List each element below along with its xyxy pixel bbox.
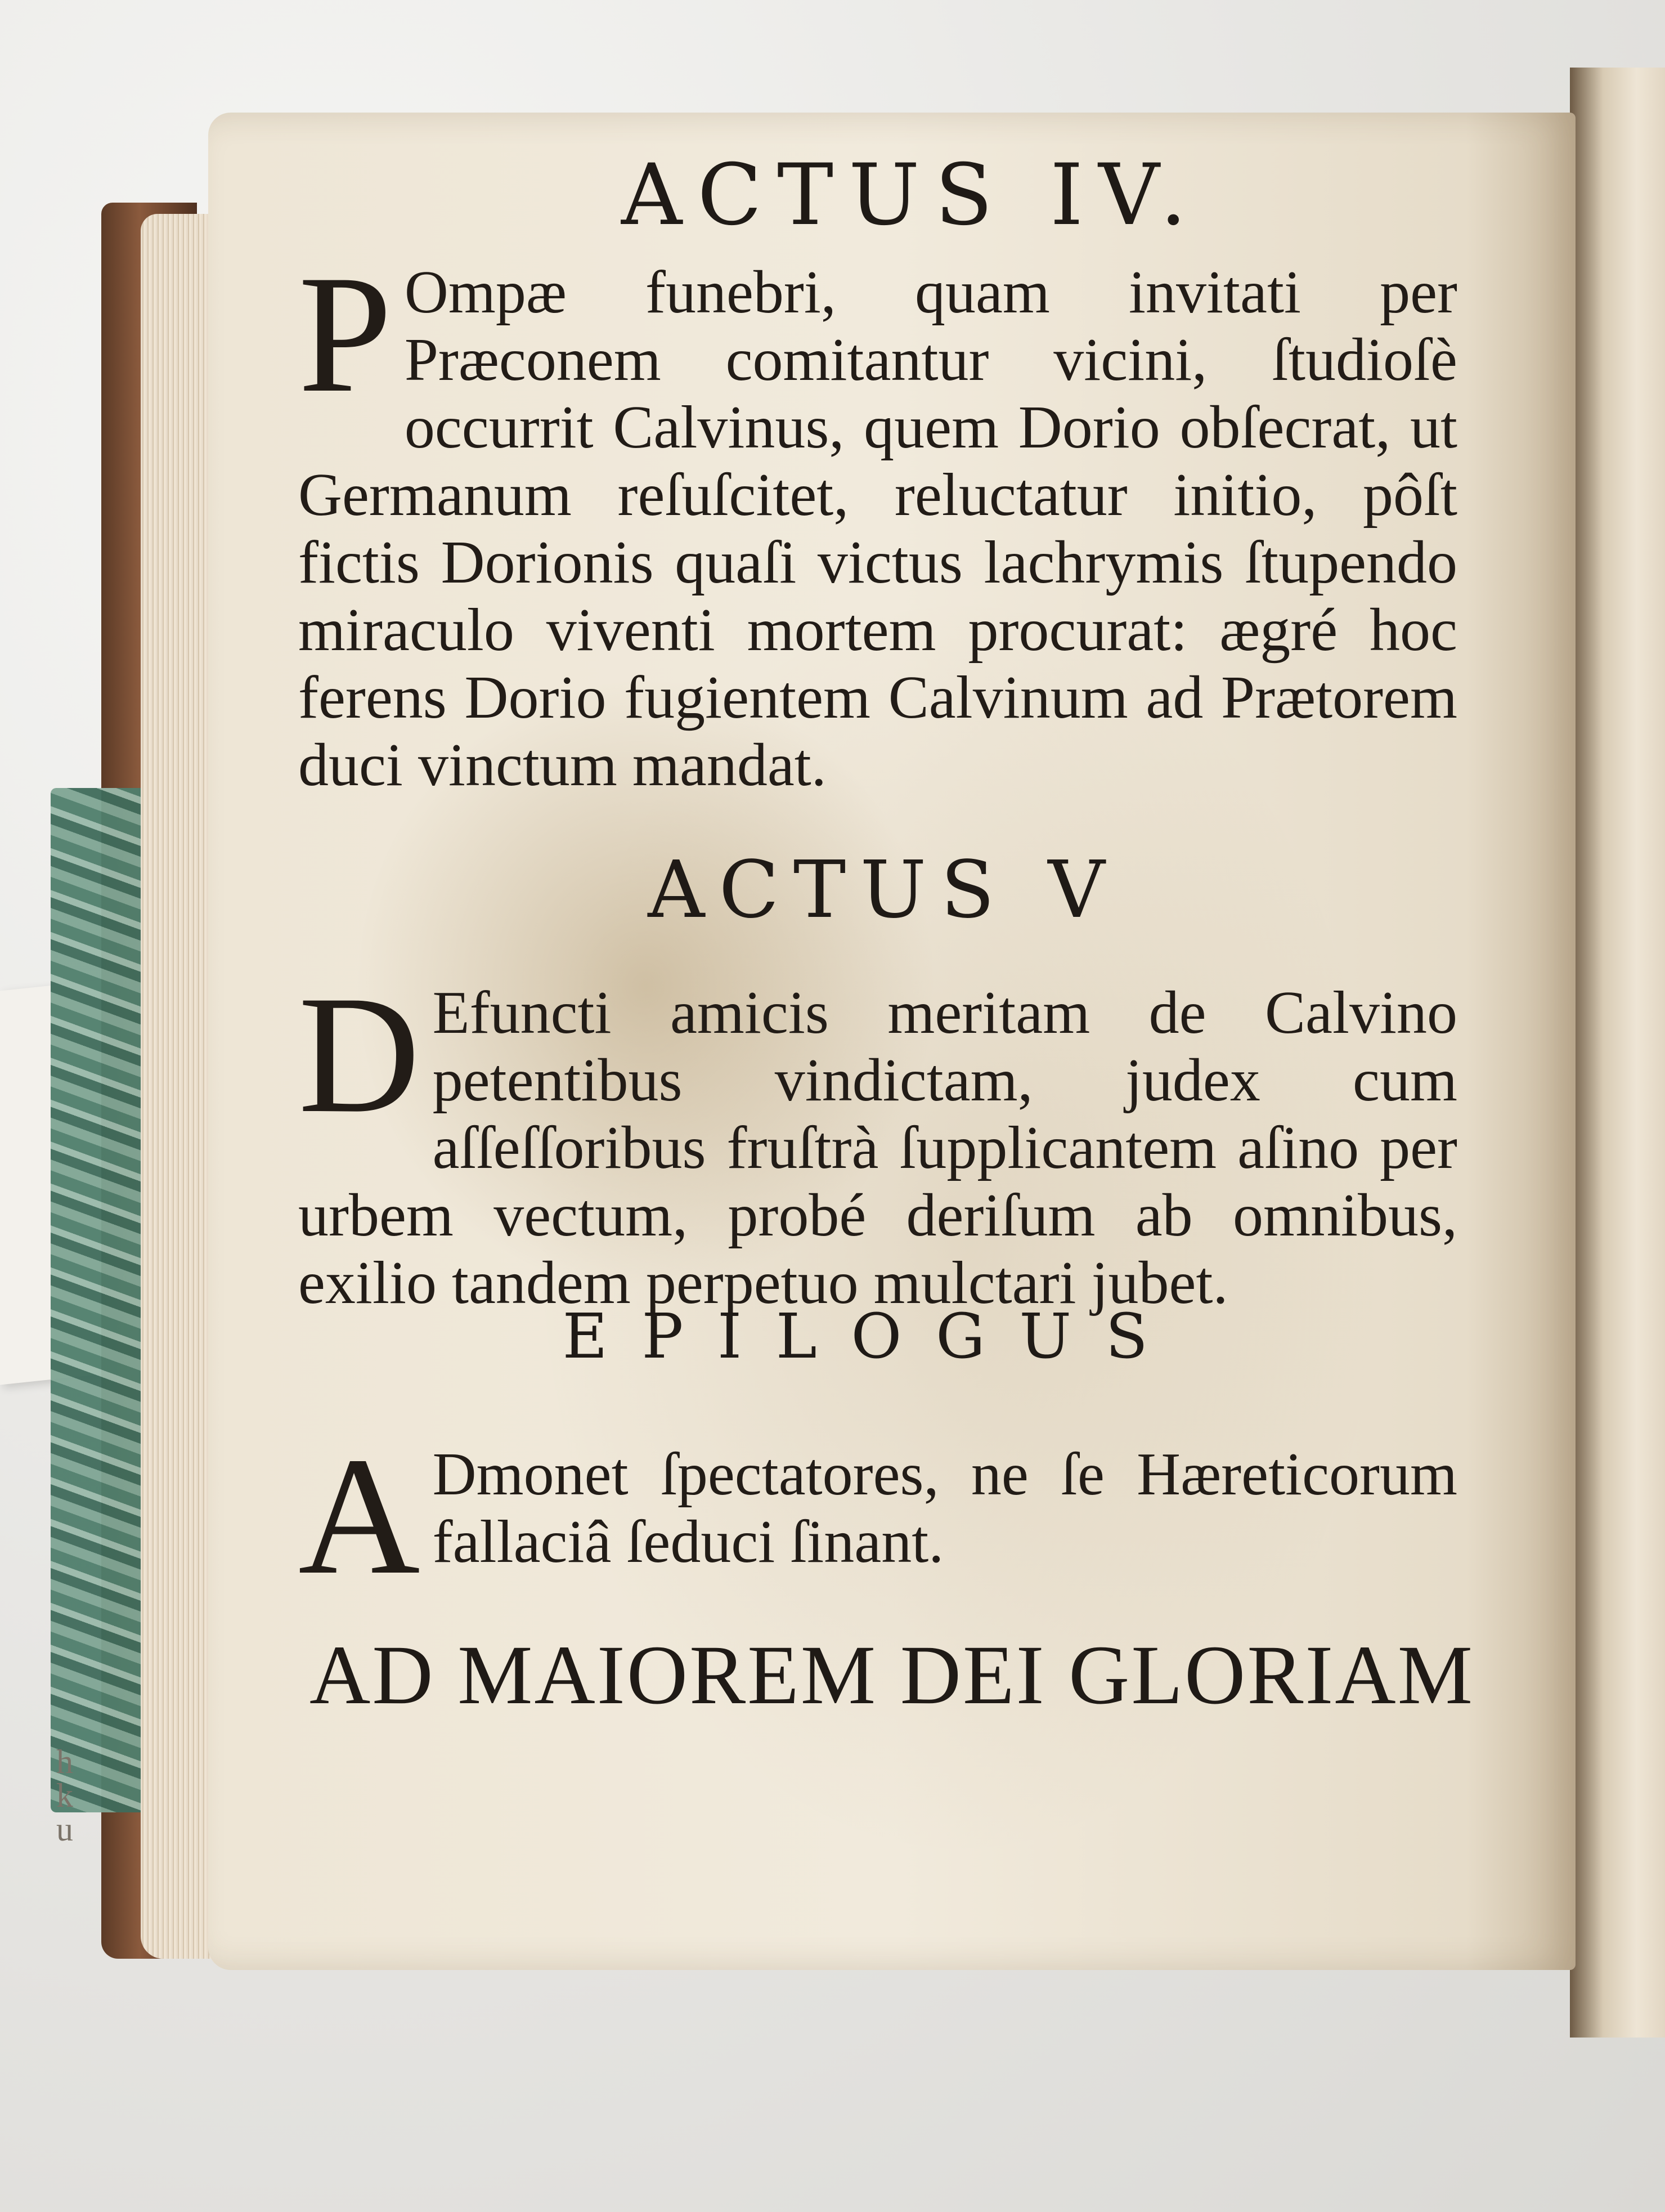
act4-initial: P bbox=[298, 240, 392, 427]
act5-heading: ACTUS V bbox=[648, 844, 1119, 936]
epilogue-paragraph bbox=[298, 1422, 1457, 1609]
act4-paragraph bbox=[298, 240, 1457, 799]
act5-initial: D bbox=[298, 961, 420, 1148]
act5-body: Efuncti amicis meritam de Calvino petentibus vindictam, judex cum aſſeſſoribus fruſtrà ſupplicantem aſino per urbem vectum, probé deriſum ab omnibus, exilio tandem perpetuo mulctari jubet. bbox=[298, 979, 1457, 1317]
marbled-endpaper bbox=[51, 788, 146, 1812]
epilogue-body: Dmonet ſpectatores, ne ſe Hæreticorum fallaciâ ſeduci ſinant. bbox=[432, 1441, 1457, 1575]
book-page bbox=[208, 113, 1576, 1970]
act4-heading: ACTUS IV. bbox=[621, 146, 1202, 244]
epilogue-heading: EPILOGUS bbox=[562, 1300, 1182, 1372]
pencil-margin-marks: h k u bbox=[56, 1743, 73, 1848]
facing-page-gutter bbox=[1570, 68, 1665, 2038]
epilogue-initial: A bbox=[298, 1422, 420, 1609]
motto-line: AD MAIOREM DEI GLORIAM bbox=[309, 1628, 1475, 1722]
act4-body: Ompæ funebri, quam invitati per Præconem comitantur vicini, ſtudioſè occurrit Calvinus, quem Dorio obſecrat, ut Germanum reſuſcitet, reluctatur initio, pôſt fictis Dorionis quaſi victus lachrymis ſtupendo miraculo viventi mortem procurat: ægré hoc ferens Dorio fugientem Calvinum ad Prætorem duci vinctum mandat. bbox=[298, 259, 1457, 799]
act5-paragraph bbox=[298, 961, 1457, 1317]
